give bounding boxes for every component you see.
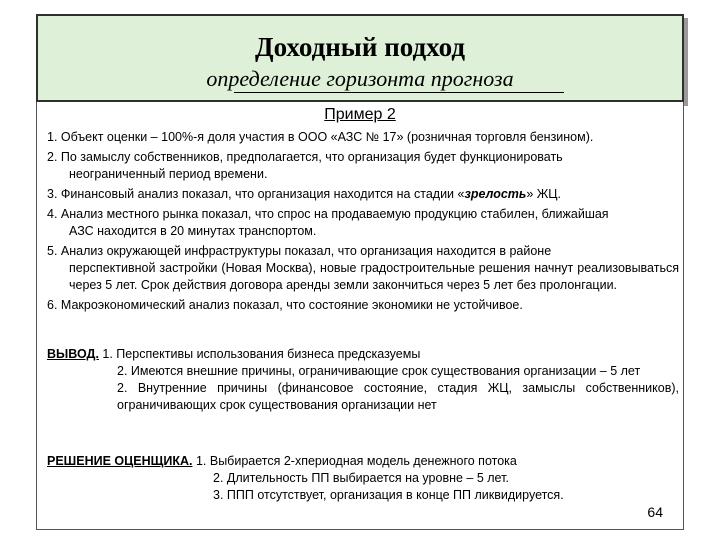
item-6: 6. Макроэкономический анализ показал, что состояние экономики не устойчивое.	[47, 298, 523, 312]
item-3-text: 3. Финансовый анализ показал, что организация находится на стадии «	[47, 187, 465, 201]
conclusion-label: ВЫВОД.	[47, 347, 99, 361]
example-heading: Пример 2	[324, 106, 396, 123]
conclusion-point-1: 1. Перспективы использования бизнеса предсказуемы	[102, 347, 421, 361]
item-5	[47, 243, 679, 294]
conclusion-point-3: 2. Внутренние причины (финансовое состояние, стадия ЖЦ, замыслы собственников), ограничивающих срок существования организации нет	[117, 381, 679, 412]
decision-line-1	[47, 453, 679, 470]
conclusion-section	[47, 346, 679, 414]
decision-label: РЕШЕНИЕ ОЦЕНЩИКА.	[47, 454, 193, 468]
slide-title: Доходный подход	[255, 32, 465, 62]
item-2	[47, 149, 679, 183]
subtitle-underline	[234, 92, 564, 93]
item-2-continuation: неограниченный период времени.	[69, 167, 268, 181]
item-1: 1. Объект оценки – 100%-я доля участия в ООО «АЗС № 17» (розничная торговля бензином).	[47, 130, 594, 144]
example-items	[47, 129, 679, 317]
item-3-emphasis: зрелость	[464, 187, 527, 201]
item-4-continuation: АЗС находится в 20 минутах транспортом.	[69, 224, 317, 238]
item-5-text: 5. Анализ окружающей инфраструктуры показал, что организация находится в районе	[47, 244, 552, 258]
decision-point-2: 2. Длительность ПП выбирается на уровне – 5 лет.	[213, 471, 509, 485]
decision-point-1: 1. Выбирается 2-хпериодная модель денежного потока	[195, 454, 517, 468]
decision-section	[47, 453, 679, 504]
slide-subtitle: определение горизонта прогноза	[206, 66, 514, 91]
content-box	[36, 102, 684, 530]
item-4	[47, 206, 679, 240]
page-number: 64	[647, 504, 663, 520]
title-box	[36, 14, 684, 102]
item-5-continuation: перспективной застройки (Новая Москва), новые градостроительные решения начнут реализовываться через 5 лет. Срок действия договора аренды земли закончиться через 5 лет без пролонгации.	[69, 261, 679, 292]
item-3-tail: » ЖЦ.	[526, 187, 562, 201]
item-2-text: 2. По замыслу собственников, предполагается, что организация будет функционировать	[47, 150, 563, 164]
decision-point-3: 3. ППП отсутствует, организация в конце ПП ликвидируется.	[213, 488, 564, 502]
conclusion-point-2: 2. Имеются внешние причины, ограничивающие срок существования организации – 5 лет	[117, 364, 641, 378]
item-3	[47, 186, 679, 203]
item-4-text: 4. Анализ местного рынка показал, что спрос на продаваемую продукцию стабилен, ближайшая	[47, 207, 609, 221]
conclusion-line-1	[47, 346, 679, 363]
